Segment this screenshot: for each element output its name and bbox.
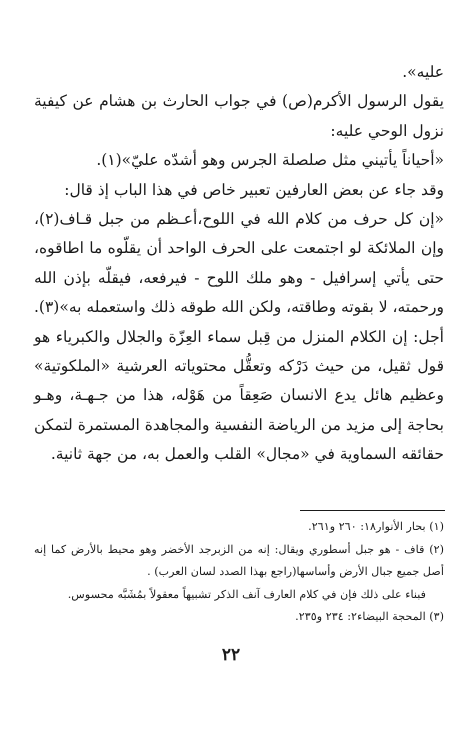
paragraph-hadith-quote: «أحياناً يأتيني مثل صلصلة الجرس وهو أشدّه عليّ»(١).	[96, 151, 444, 170]
page-number: ٢٢	[221, 645, 241, 665]
footnote-divider	[300, 510, 445, 511]
paragraph-explanation: أجل: إن الكلام المنزل من قِبل سماء العِزّة والجلال والكبرياء هو قول ثقيل، من حيث دَرْكه وتعقُّل محتوياته العرشية «الملكوتية» وعظيم هائل يدع الانسان صَعِقاً من هَوْله، هذا من جـهـة، وهـو بحاجة إلى مزيد من الرياضة النفسية والمجاهدة المستمرة لتمكن حقائقه السماوية في «مجال» القلب والعمل به، من جهة ثانية.	[34, 327, 444, 464]
footnote-2-continuation: فبناء على ذلك فإن في كلام العارف آنف الذكر تشبيهاً معقولاً بمُشَبَّه محسوس.	[67, 587, 426, 601]
paragraph-hadith-intro: يقول الرسول الأكرم(ص) في جواب الحارث بن هشام عن كيفية نزول الوحي عليه:	[34, 92, 444, 140]
paragraph-gnostic-quote: «إن كل حرف من كلام الله في اللوح،أعـظم من جبل قـاف(٢)، وإن الملائكة لو اجتمعت على الحرف الواحد أن يقلّوه ما اطاقوه، حتى يأتي إسرافيل - وهو ملك اللوح - فيرفعه، فيقلّه بإذن الله ورحمته، لا بقوته وطاقته، ولكن الله طوقه ذلك واستعمله به»(٣).	[33, 210, 444, 317]
paragraph-continuation: عليه».	[402, 63, 444, 81]
main-text	[34, 58, 444, 470]
footnote-2: (٢) قاف - هو جبل أسطوري ويقال: إنه من الزبرجد الأخضر وهو محيط بالأرض كما إنه أصل جميع جبال الأرض وأساسها(راجع بهذا الصدد لسان العرب) .	[34, 542, 444, 578]
footnote-1: (١) بحار الأنوار١٨: ٢٦٠ و٢٦١.	[308, 520, 444, 533]
footnotes	[34, 516, 444, 629]
paragraph-gnostic-intro: وقد جاء عن بعض العارفين تعبير خاص في هذا الباب إذ قال:	[64, 180, 444, 199]
footnote-3: (٣) المحجة البيضاء٢: ٢٣٤ و٢٣٥.	[295, 610, 444, 623]
